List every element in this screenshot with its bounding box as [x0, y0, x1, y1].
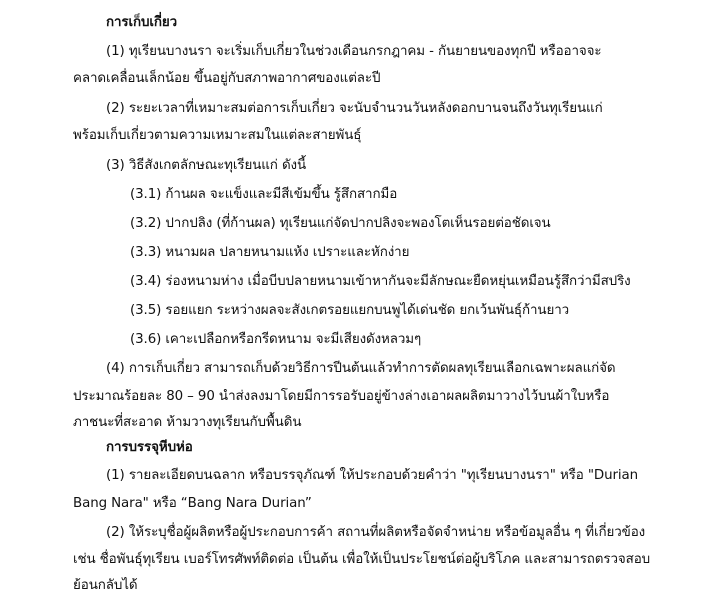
- maturity-sign-3-6: (3.6) เคาะเปลือกหรือกรีดหนาม จะมีเสียงดังหลวมๆ: [130, 332, 422, 347]
- harvest-item-2-line-2: พร้อมเก็บเกี่ยวตามความเหมาะสมในแต่ละสายพันธุ์: [73, 128, 362, 143]
- maturity-sign-3-4: (3.4) ร่องหนามห่าง เมื่อบีบปลายหนามเข้าหากันจะมีลักษณะยืดหยุ่นเหมือนรู้สึกว่ามีสปริง: [130, 274, 631, 289]
- packaging-item-2-line-3: ย้อนกลับได้: [73, 578, 138, 593]
- harvest-item-2-line-1: (2) ระยะเวลาที่เหมาะสมต่อการเก็บเกี่ยว จะนับจำนวนวันหลังดอกบานจนถึงวันทุเรียนแก่: [106, 101, 603, 116]
- packaging-item-1-line-2: Bang Nara" หรือ “Bang Nara Durian”: [73, 496, 312, 511]
- packaging-item-2-line-2: เช่น ชื่อพันธุ์ทุเรียน เบอร์โทรศัพท์ติดต่อ เป็นต้น เพื่อให้เป็นประโยชน์ต่อผู้บริโภค และสามารถตรวจสอบ: [73, 552, 651, 567]
- maturity-sign-3-3: (3.3) หนามผล ปลายหนามแห้ง เปราะและหักง่าย: [130, 245, 410, 260]
- maturity-sign-3-2: (3.2) ปากปลิง (ที่ก้านผล) ทุเรียนแก่จัดปากปลิงจะพองโตเห็นรอยต่อชัดเจน: [130, 216, 551, 231]
- packaging-item-2-line-1: (2) ให้ระบุชื่อผู้ผลิตหรือผู้ประกอบการค้า สถานที่ผลิตหรือจัดจำหน่าย หรือข้อมูลอื่น ๆ ที่เกี่ยวข้อง: [106, 525, 646, 540]
- maturity-sign-3-5: (3.5) รอยแยก ระหว่างผลจะสังเกตรอยแยกบนพูได้เด่นชัด ยกเว้นพันธุ์ก้านยาว: [130, 303, 570, 318]
- packaging-item-1-line-1: (1) รายละเอียดบนฉลาก หรือบรรจุภัณฑ์ ให้ประกอบด้วยคำว่า "ทุเรียนบางนรา" หรือ "Durian: [106, 468, 639, 483]
- harvest-item-4-line-1: (4) การเก็บเกี่ยว สามารถเก็บด้วยวิธีการปีนต้นแล้วทำการตัดผลทุเรียนเลือกเฉพาะผลแก่จัด: [106, 361, 616, 376]
- heading-packaging: การบรรจุหีบห่อ: [106, 440, 193, 455]
- harvest-item-1-line-2: คลาดเคลื่อนเล็กน้อย ขึ้นอยู่กับสภาพอากาศของแต่ละปี: [73, 71, 381, 86]
- harvest-item-1-line-1: (1) ทุเรียนบางนรา จะเริ่มเก็บเกี่ยวในช่วงเดือนกรกฎาคม - กันยายนของทุกปี หรืออาจจะ: [106, 44, 602, 59]
- harvest-item-4-line-3: ภาชนะที่สะอาด ห้ามวางทุเรียนกับพื้นดิน: [73, 415, 302, 430]
- maturity-sign-3-1: (3.1) ก้านผล จะแข็งและมีสีเข้มขึ้น รู้สึกสากมือ: [130, 187, 398, 202]
- heading-harvest: การเก็บเกี่ยว: [106, 15, 178, 30]
- harvest-item-3: (3) วิธีสังเกตลักษณะทุเรียนแก่ ดังนี้: [106, 158, 307, 173]
- harvest-item-4-line-2: ประมาณร้อยละ 80 – 90 นำส่งลงมาโดยมีการรอรับอยู่ข้างล่างเอาผลผลิตมาวางไว้บนผ้าใบหรือ: [73, 389, 610, 404]
